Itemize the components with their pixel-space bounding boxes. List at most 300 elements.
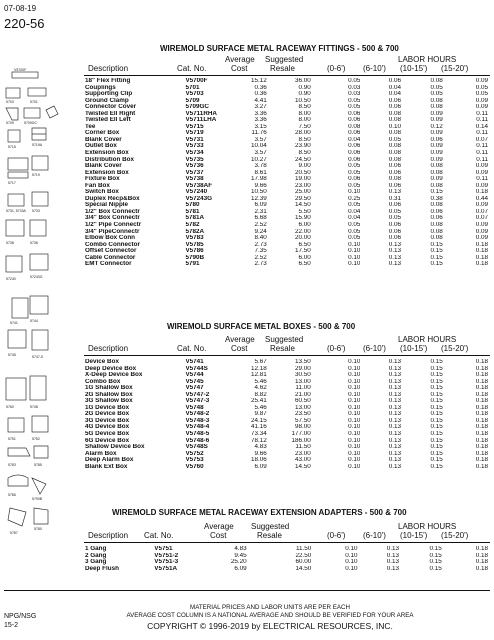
item-catno: V5748-4	[185, 424, 210, 431]
labor-15-20: 0.09	[475, 228, 488, 235]
labor-15-20: 0.07	[475, 215, 488, 222]
labor-15-20: 0.18	[475, 559, 488, 566]
labor-10-15: 0.12	[430, 123, 443, 130]
item-suggested-resale: 15.90	[294, 215, 311, 222]
col-labor-hours: LABOR HOURS	[398, 55, 457, 64]
item-suggested-resale: 30.50	[294, 372, 311, 379]
item-description: 1 Gang	[85, 546, 107, 552]
item-catno: V5745	[185, 378, 204, 385]
item-average-cost: 78.12	[250, 437, 267, 444]
labor-10-15: 0.15	[430, 424, 443, 431]
page-date: 07-08-19	[4, 4, 37, 13]
item-average-cost: 8.40	[254, 235, 267, 242]
labor-6-10: 0.13	[388, 424, 401, 431]
labor-0-6: 0.10	[348, 372, 361, 379]
item-average-cost: 5.67	[254, 359, 267, 365]
labor-0-6: 0.10	[348, 391, 361, 398]
col-average: Average	[204, 522, 234, 531]
item-catno: V5748-2	[185, 411, 210, 418]
labor-15-20: 0.18	[475, 463, 488, 470]
item-catno: V5738AF	[185, 182, 213, 189]
svg-text:5709: 5709	[6, 121, 14, 125]
item-average-cost: 3.36	[254, 117, 267, 124]
col-average: Average	[225, 55, 255, 64]
item-suggested-resale: 23.00	[294, 450, 311, 457]
labor-6-10: 0.04	[388, 91, 401, 98]
labor-15-20: 0.18	[475, 359, 488, 365]
labor-0-6: 0.10	[348, 444, 361, 451]
item-suggested-resale: 11.50	[296, 546, 312, 552]
item-description: 18" Flex Fitting	[85, 78, 131, 84]
labor-15-20: 0.11	[476, 150, 488, 157]
adapters-header-rule	[84, 542, 490, 543]
labor-10-15: 0.15	[430, 398, 443, 405]
labor-6-10: 0.06	[388, 202, 401, 209]
item-description: Corner Box	[85, 130, 120, 137]
item-average-cost: 0.36	[254, 84, 267, 91]
labor-6-10: 0.13	[388, 463, 401, 470]
item-catno: V57240	[185, 189, 208, 196]
labor-10-15: 0.15	[430, 385, 443, 392]
labor-0-6: 0.10	[348, 385, 361, 392]
labor-0-6: 0.03	[348, 91, 361, 98]
col-range-1: (6-10')	[363, 531, 386, 540]
labor-10-15: 0.15	[430, 411, 443, 418]
labor-15-20: 0.18	[475, 450, 488, 457]
item-catno: V5700F	[185, 78, 208, 84]
labor-6-10: 0.04	[388, 84, 401, 91]
page-code: 220-56	[4, 16, 45, 31]
item-suggested-resale: 21.00	[294, 391, 311, 398]
labor-10-15: 0.15	[430, 254, 443, 261]
labor-6-10: 0.13	[388, 359, 401, 365]
labor-15-20: 0.18	[475, 404, 488, 411]
svg-text:57240: 57240	[6, 277, 16, 281]
labor-6-10: 0.13	[388, 398, 401, 405]
labor-15-20: 0.18	[475, 378, 488, 385]
col-description: Description	[88, 344, 129, 353]
labor-15-20: 0.18	[475, 417, 488, 424]
labor-10-15: 0.09	[430, 130, 443, 137]
item-description: Blank Cover	[85, 136, 122, 143]
item-description: Combo Connector	[85, 241, 140, 248]
item-average-cost: 5.46	[254, 378, 267, 385]
col-resale: Resale	[257, 531, 282, 540]
item-average-cost: 3.78	[254, 163, 267, 170]
labor-0-6: 0.06	[348, 156, 361, 163]
item-average-cost: 8.82	[254, 391, 267, 398]
labor-10-15: 0.15	[430, 417, 443, 424]
labor-10-15: 0.15	[430, 431, 443, 438]
labor-6-10: 0.13	[388, 372, 401, 379]
labor-15-20: 0.18	[475, 398, 488, 405]
svg-text:5745: 5745	[8, 353, 16, 357]
item-average-cost: 4.41	[254, 97, 267, 104]
col-range-0: (0-6')	[327, 64, 346, 73]
item-description: Switch Box	[85, 189, 119, 196]
col-range-3: (15-20')	[441, 344, 469, 353]
labor-10-15: 0.08	[430, 78, 443, 84]
labor-15-20: 0.44	[475, 195, 488, 202]
labor-10-15: 0.08	[430, 104, 443, 111]
item-average-cost: 3.36	[254, 110, 267, 117]
item-average-cost: 17.98	[250, 176, 267, 183]
labor-15-20: 0.05	[475, 84, 488, 91]
item-description: Ground Clamp	[85, 97, 129, 104]
labor-15-20: 0.09	[475, 163, 488, 170]
item-suggested-resale: 0.90	[298, 91, 311, 98]
labor-0-6: 0.05	[348, 202, 361, 209]
labor-6-10: 0.06	[388, 163, 401, 170]
item-catno: 5791	[185, 261, 200, 268]
labor-0-6: 0.10	[348, 398, 361, 405]
item-average-cost: 2.73	[254, 261, 267, 268]
labor-0-6: 0.10	[348, 450, 361, 457]
labor-10-15: 0.05	[430, 91, 443, 98]
item-average-cost: 3.57	[254, 150, 267, 157]
labor-0-6: 0.06	[348, 143, 361, 150]
labor-10-15: 0.38	[430, 195, 443, 202]
labor-15-20: 0.11	[476, 130, 488, 137]
item-suggested-resale: 14.50	[294, 202, 311, 209]
item-catno: V5744S	[185, 365, 208, 372]
labor-10-15: 0.15	[429, 552, 442, 559]
item-description: 1/2" Pipe Connectr	[85, 222, 142, 229]
labor-6-10: 0.13	[388, 261, 401, 268]
item-catno: V5748-5	[185, 431, 210, 438]
col-description: Description	[88, 531, 129, 540]
svg-text:5709GC: 5709GC	[24, 121, 38, 125]
svg-text:5741: 5741	[10, 321, 18, 325]
item-suggested-resale: 8.50	[298, 150, 311, 157]
col-range-2: (10-15')	[400, 344, 428, 353]
item-average-cost: 25.41	[250, 398, 267, 405]
labor-10-15: 0.15	[430, 365, 443, 372]
item-average-cost: 11.76	[251, 130, 267, 137]
labor-0-6: 0.10	[348, 261, 361, 268]
labor-15-20: 0.09	[475, 169, 488, 176]
svg-text:V5700F: V5700F	[14, 68, 27, 72]
item-catno: V5744	[185, 372, 204, 379]
labor-0-6: 0.06	[348, 150, 361, 157]
svg-text:5760: 5760	[6, 405, 14, 409]
item-average-cost: 9.87	[254, 411, 267, 418]
labor-6-10: 0.05	[388, 208, 401, 215]
item-average-cost: 6.09	[254, 202, 267, 209]
labor-0-6: 0.10	[348, 424, 361, 431]
item-catno: 5780	[185, 202, 200, 209]
item-average-cost: 3.27	[254, 104, 267, 111]
labor-6-10: 0.13	[388, 444, 401, 451]
labor-10-15: 0.08	[430, 169, 443, 176]
labor-15-20: 0.18	[475, 424, 488, 431]
labor-10-15: 0.08	[430, 228, 443, 235]
labor-15-20: 0.18	[475, 391, 488, 398]
item-catno: 5782A	[185, 228, 205, 235]
labor-10-15: 0.09	[430, 150, 443, 157]
labor-15-20: 0.11	[476, 156, 488, 163]
labor-6-10: 0.06	[388, 104, 401, 111]
item-average-cost: 2.73	[254, 241, 267, 248]
adapters-title: WIREMOLD SURFACE METAL RACEWAY EXTENSION ADAPTERS - 500 & 700	[112, 508, 407, 517]
col-suggested: Suggested	[265, 335, 304, 344]
svg-text:5719: 5719	[32, 173, 40, 177]
footer-note-1: MATERIAL PRICES AND LABOR UNITS ARE PER EACH	[190, 604, 350, 611]
item-suggested-resale: 6.00	[298, 222, 311, 229]
labor-15-20: 0.18	[475, 431, 488, 438]
item-catno: V5783	[185, 235, 204, 242]
item-description: Tee	[85, 123, 96, 130]
col-range-2: (10-15')	[400, 64, 428, 73]
col-average: Average	[225, 335, 255, 344]
col-resale: Resale	[270, 64, 295, 73]
item-description: 6G Device Box	[85, 437, 130, 444]
labor-6-10: 0.13	[388, 365, 401, 372]
svg-text:5783: 5783	[8, 463, 16, 467]
item-catno: V5786	[185, 248, 204, 255]
labor-6-10: 0.13	[388, 385, 401, 392]
item-suggested-resale: 29.00	[294, 365, 311, 372]
item-description: Outlet Box	[85, 143, 117, 150]
item-suggested-resale: 14.50	[294, 463, 311, 470]
labor-15-20: 0.05	[475, 91, 488, 98]
item-description: Duplex Recp&Box	[85, 195, 140, 202]
item-average-cost: 2.52	[254, 222, 267, 229]
labor-0-6: 0.10	[348, 241, 361, 248]
svg-text:5744: 5744	[30, 319, 38, 323]
labor-6-10: 0.06	[388, 228, 401, 235]
item-description: Blank Cover	[85, 163, 122, 170]
svg-text:5780: 5780	[34, 527, 42, 531]
labor-6-10: 0.13	[388, 189, 401, 196]
adapters-table-body	[85, 546, 488, 572]
item-description: Shallow Device Box	[85, 444, 145, 451]
labor-0-6: 0.05	[348, 78, 361, 84]
svg-text:5787: 5787	[10, 531, 18, 535]
item-suggested-resale: 8.00	[298, 110, 311, 117]
labor-0-6: 0.10	[348, 463, 361, 470]
labor-15-20: 0.11	[476, 110, 488, 117]
item-average-cost: 9.45	[234, 552, 247, 559]
item-description: Elbow Box Conn	[85, 235, 136, 242]
item-suggested-resale: 20.50	[294, 169, 311, 176]
labor-10-15: 0.15	[430, 359, 443, 365]
labor-0-6: 0.10	[348, 417, 361, 424]
item-suggested-resale: 11.00	[295, 385, 311, 392]
labor-10-15: 0.15	[430, 378, 443, 385]
labor-6-10: 0.13	[388, 450, 401, 457]
item-description: Blank Ext Box	[85, 463, 128, 470]
item-suggested-resale: 8.00	[298, 117, 311, 124]
labor-0-6: 0.10	[348, 457, 361, 464]
labor-15-20: 0.09	[475, 182, 488, 189]
labor-10-15: 0.15	[430, 457, 443, 464]
item-description: Twisted Ell Right	[85, 110, 136, 117]
item-catno: V5715	[185, 123, 204, 130]
item-average-cost: 25.20	[230, 559, 247, 566]
labor-10-15: 0.15	[430, 241, 443, 248]
footer-copyright: COPYRIGHT © 1996-2019 by ELECTRICAL RESOURCES, INC.	[147, 621, 393, 631]
svg-text:5717: 5717	[8, 181, 16, 185]
labor-10-15: 0.09	[430, 156, 443, 163]
labor-10-15: 0.09	[430, 176, 443, 183]
item-catno: V5785	[185, 241, 204, 248]
labor-10-15: 0.08	[430, 97, 443, 104]
col-catno: Cat. No.	[177, 64, 207, 73]
labor-6-10: 0.13	[388, 241, 401, 248]
col-range-3: (15-20')	[441, 531, 469, 540]
item-average-cost: 10.04	[250, 143, 267, 150]
col-cost: Cost	[210, 531, 227, 540]
col-labor-hours: LABOR HOURS	[398, 522, 457, 531]
item-average-cost: 7.35	[254, 248, 267, 255]
col-cost: Cost	[231, 64, 248, 73]
labor-6-10: 0.13	[388, 417, 401, 424]
labor-10-15: 0.15	[429, 546, 442, 552]
item-catno: V5737	[185, 169, 204, 176]
item-description: Supporting Clip	[85, 91, 133, 98]
item-catno: V5751A	[154, 565, 178, 572]
item-description: 1/2" Box Connectr	[85, 208, 140, 215]
labor-0-6: 0.04	[348, 215, 361, 222]
svg-text:5733: 5733	[32, 209, 40, 213]
item-description: 2G Device Box	[85, 411, 130, 418]
svg-text:57243G: 57243G	[30, 275, 43, 279]
item-description: 1G Shallow Box	[85, 385, 133, 392]
labor-15-20: 0.09	[475, 78, 488, 84]
svg-text:5748: 5748	[30, 405, 38, 409]
labor-6-10: 0.08	[388, 150, 401, 157]
labor-6-10: 0.08	[388, 130, 401, 137]
labor-0-6: 0.10	[348, 437, 361, 444]
labor-6-10: 0.10	[388, 123, 401, 130]
boxes-table	[85, 359, 488, 470]
labor-6-10: 0.13	[388, 437, 401, 444]
labor-6-10: 0.13	[388, 248, 401, 255]
item-description: Special Nipple	[85, 202, 129, 209]
labor-10-15: 0.15	[430, 437, 443, 444]
item-suggested-resale: 7.50	[298, 123, 311, 130]
item-suggested-resale: 6.00	[298, 254, 311, 261]
item-catno: 5790B	[185, 254, 205, 261]
svg-text:5786: 5786	[8, 493, 16, 497]
labor-6-10: 0.06	[388, 97, 401, 104]
item-suggested-resale: 20.00	[294, 235, 311, 242]
item-catno: V5748S	[185, 444, 208, 451]
item-suggested-resale: 13.50	[294, 359, 311, 365]
boxes-title: WIREMOLD SURFACE METAL BOXES - 500 & 700	[167, 322, 356, 331]
item-suggested-resale: 28.00	[294, 130, 311, 137]
item-catno: V5751-2	[154, 552, 179, 559]
labor-0-6: 0.05	[348, 182, 361, 189]
item-catno: V5752	[185, 450, 204, 457]
fittings-row	[85, 261, 488, 268]
fittings-table-body	[85, 78, 488, 268]
item-suggested-resale: 36.00	[294, 78, 311, 84]
labor-15-20: 0.18	[475, 552, 488, 559]
item-suggested-resale: 19.00	[294, 176, 311, 183]
item-average-cost: 8.61	[254, 169, 267, 176]
item-average-cost: 10.50	[250, 189, 267, 196]
labor-0-6: 0.03	[348, 84, 361, 91]
item-description: 3/4" Box Connectr	[85, 215, 140, 222]
labor-10-15: 0.08	[430, 202, 443, 209]
item-catno: V5751	[154, 546, 173, 552]
labor-6-10: 0.08	[388, 156, 401, 163]
labor-15-20: 0.18	[475, 372, 488, 379]
item-suggested-resale: 5.50	[298, 208, 311, 215]
item-suggested-resale: 6.50	[298, 241, 311, 248]
item-suggested-resale: 11.50	[295, 444, 311, 451]
item-average-cost: 9.66	[254, 450, 267, 457]
fittings-table	[85, 78, 488, 268]
labor-0-6: 0.06	[348, 176, 361, 183]
item-catno: V5751-3	[154, 559, 179, 566]
item-suggested-resale: 29.50	[294, 195, 311, 202]
item-suggested-resale: 9.00	[298, 163, 311, 170]
item-description: 4G Device Box	[85, 424, 130, 431]
labor-15-20: 0.07	[475, 136, 488, 143]
footer-page: 15-2	[4, 622, 19, 629]
labor-0-6: 0.05	[348, 235, 361, 242]
labor-10-15: 0.15	[430, 261, 443, 268]
item-description: 5G Device Box	[85, 431, 130, 438]
labor-6-10: 0.08	[388, 176, 401, 183]
item-description: Extension Box	[85, 169, 129, 176]
labor-6-10: 0.13	[386, 565, 400, 572]
item-description: Extension Box	[85, 150, 129, 157]
item-suggested-resale: 43.00	[294, 457, 311, 464]
item-description: Fan Box	[85, 182, 110, 189]
labor-0-6: 0.10	[348, 254, 361, 261]
col-range-0: (0-6')	[327, 531, 346, 540]
item-suggested-resale: 25.00	[294, 189, 311, 196]
labor-0-6: 0.10	[345, 565, 358, 572]
item-average-cost: 6.09	[234, 565, 247, 572]
labor-15-20: 0.18	[475, 189, 488, 196]
item-description: 3G Shallow Box	[85, 398, 133, 405]
item-suggested-resale: 8.50	[298, 104, 311, 111]
item-description: Twisted Ell Left	[85, 117, 131, 124]
labor-6-10: 0.13	[386, 552, 400, 559]
svg-text:5747-5: 5747-5	[32, 355, 43, 359]
col-range-3: (15-20')	[441, 64, 469, 73]
labor-6-10: 0.05	[388, 136, 401, 143]
labor-0-6: 0.05	[348, 104, 361, 111]
item-catno: V5748-6	[185, 437, 210, 444]
item-suggested-resale: 13.00	[294, 378, 311, 385]
labor-10-15: 0.15	[430, 372, 443, 379]
item-catno: V5747-2	[185, 391, 210, 398]
labor-0-6: 0.10	[348, 411, 361, 418]
item-average-cost: 73.34	[250, 431, 267, 438]
item-description: 3G Device Box	[85, 417, 130, 424]
col-suggested: Suggested	[265, 55, 304, 64]
labor-6-10: 0.08	[388, 110, 401, 117]
labor-15-20: 0.18	[475, 565, 488, 572]
labor-6-10: 0.31	[388, 195, 401, 202]
item-average-cost: 15.12	[250, 78, 267, 84]
labor-10-15: 0.15	[430, 189, 443, 196]
item-average-cost: 6.09	[254, 463, 267, 470]
labor-10-15: 0.15	[430, 444, 443, 451]
labor-10-15: 0.06	[430, 215, 443, 222]
item-average-cost: 4.83	[234, 546, 247, 552]
labor-6-10: 0.06	[388, 182, 401, 189]
item-catno: 5701	[185, 84, 200, 91]
item-catno: V5711LHA	[185, 117, 217, 124]
labor-6-10: 0.08	[388, 117, 401, 124]
